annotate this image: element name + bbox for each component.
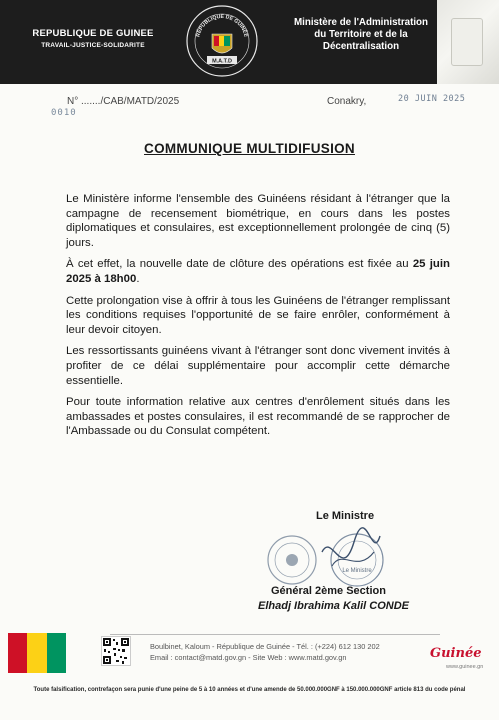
paragraph-1: Le Ministère informe l'ensemble des Guinéens résidant à l'étranger que la campagne de recensement biométrique, en cours dans les postes diplomatiques et consulaires, est exceptionnellement prolongée de cinq (5) jours.: [66, 193, 450, 249]
flag-yellow-band: [27, 633, 46, 673]
legal-notice: Toute falsification, contrefaçon sera punie d'une peine de 5 à 10 années et d'une amende de 50.000.000GNF à 150.000.000GNF article 813 du code pénal: [33, 687, 466, 693]
title-text: COMMUNIQUE MULTIDIFUSION: [144, 141, 355, 156]
seal-ring-text: RÉPUBLIQUE DE GUINÉE: [195, 13, 249, 38]
flag-red-band: [8, 633, 27, 673]
republic-heading: [18, 28, 168, 49]
hologram-sticker: [451, 18, 483, 66]
ministry-line-2: du Territoire et de la: [314, 29, 408, 40]
paragraph-4: Les ressortissants guinéens vivant à l'étranger sont donc vivement invités à profiter de ce délai supplémentaire pour accomplir cette démarche essentielle.: [66, 345, 450, 387]
ministry-line-1: Ministère de l'Administration: [293, 17, 429, 28]
qr-code-icon: [101, 636, 131, 666]
ministry-heading: [276, 17, 446, 53]
paragraph-3: Cette prolongation vise à offrir à tous les Guinéens de l'étranger remplissant les conditions requises l'opportunité de se faire enrôler, conformément à leur devoir citoyen.: [66, 294, 450, 336]
signatory-rank: Général 2ème Section: [271, 585, 386, 597]
footer-divider: [110, 634, 440, 635]
paragraph-5: Pour toute information relative aux centres d'enrôlement situés dans les ambassades et postes consulaires, il est recommandé de se rapprocher de l'Ambassade ou du Consulat compétent.: [66, 396, 450, 438]
guinee-brand-logo: Guinée: [430, 646, 482, 661]
footer-contact: [150, 641, 420, 663]
signatory-title: Le Ministre: [316, 510, 375, 522]
date-stamp: 20 JUIN 2025: [398, 94, 466, 104]
stamp-text: Le Ministre: [342, 568, 372, 574]
handwritten-ref-number: 0010: [51, 108, 77, 118]
ministry-line-3: Décentralisation: [322, 41, 400, 52]
corner-hologram: [437, 0, 499, 84]
flag-green-band: [47, 633, 66, 673]
paragraph-2: [66, 257, 450, 286]
document-title: [0, 140, 499, 158]
republic-name: REPUBLIQUE DE GUINEE: [32, 28, 154, 39]
signatory-name: Elhadj Ibrahima Kalil CONDE: [258, 600, 409, 612]
communique-body: [66, 192, 450, 446]
guinea-flag-icon: [8, 633, 66, 673]
deadline-date: 25 juin 2025 à 18h00: [66, 258, 450, 285]
place-label: Conakry,: [327, 96, 367, 107]
paragraph-2-end: .: [136, 272, 140, 285]
reference-number: N° ......./CAB/MATD/2025: [67, 96, 180, 107]
ministry-seal-icon: [185, 4, 259, 78]
footer-address: Boulbinet, Kaloum - République de Guinée - Tél. : (+224) 612 130 202: [150, 642, 380, 651]
republic-motto: TRAVAIL-JUSTICE-SOLIDARITE: [41, 42, 145, 49]
guinee-brand-url: www.guinee.gn: [446, 664, 484, 670]
paragraph-2-lead: À cet effet, la nouvelle date de clôture des opérations est fixée au: [66, 258, 413, 271]
seal-band-text: M.A.T.D: [212, 58, 232, 65]
footer-email-web: Email : contact@matd.gov.gn - Site Web : www.matd.gov.gn: [150, 653, 347, 662]
letterhead-header: [0, 0, 499, 84]
